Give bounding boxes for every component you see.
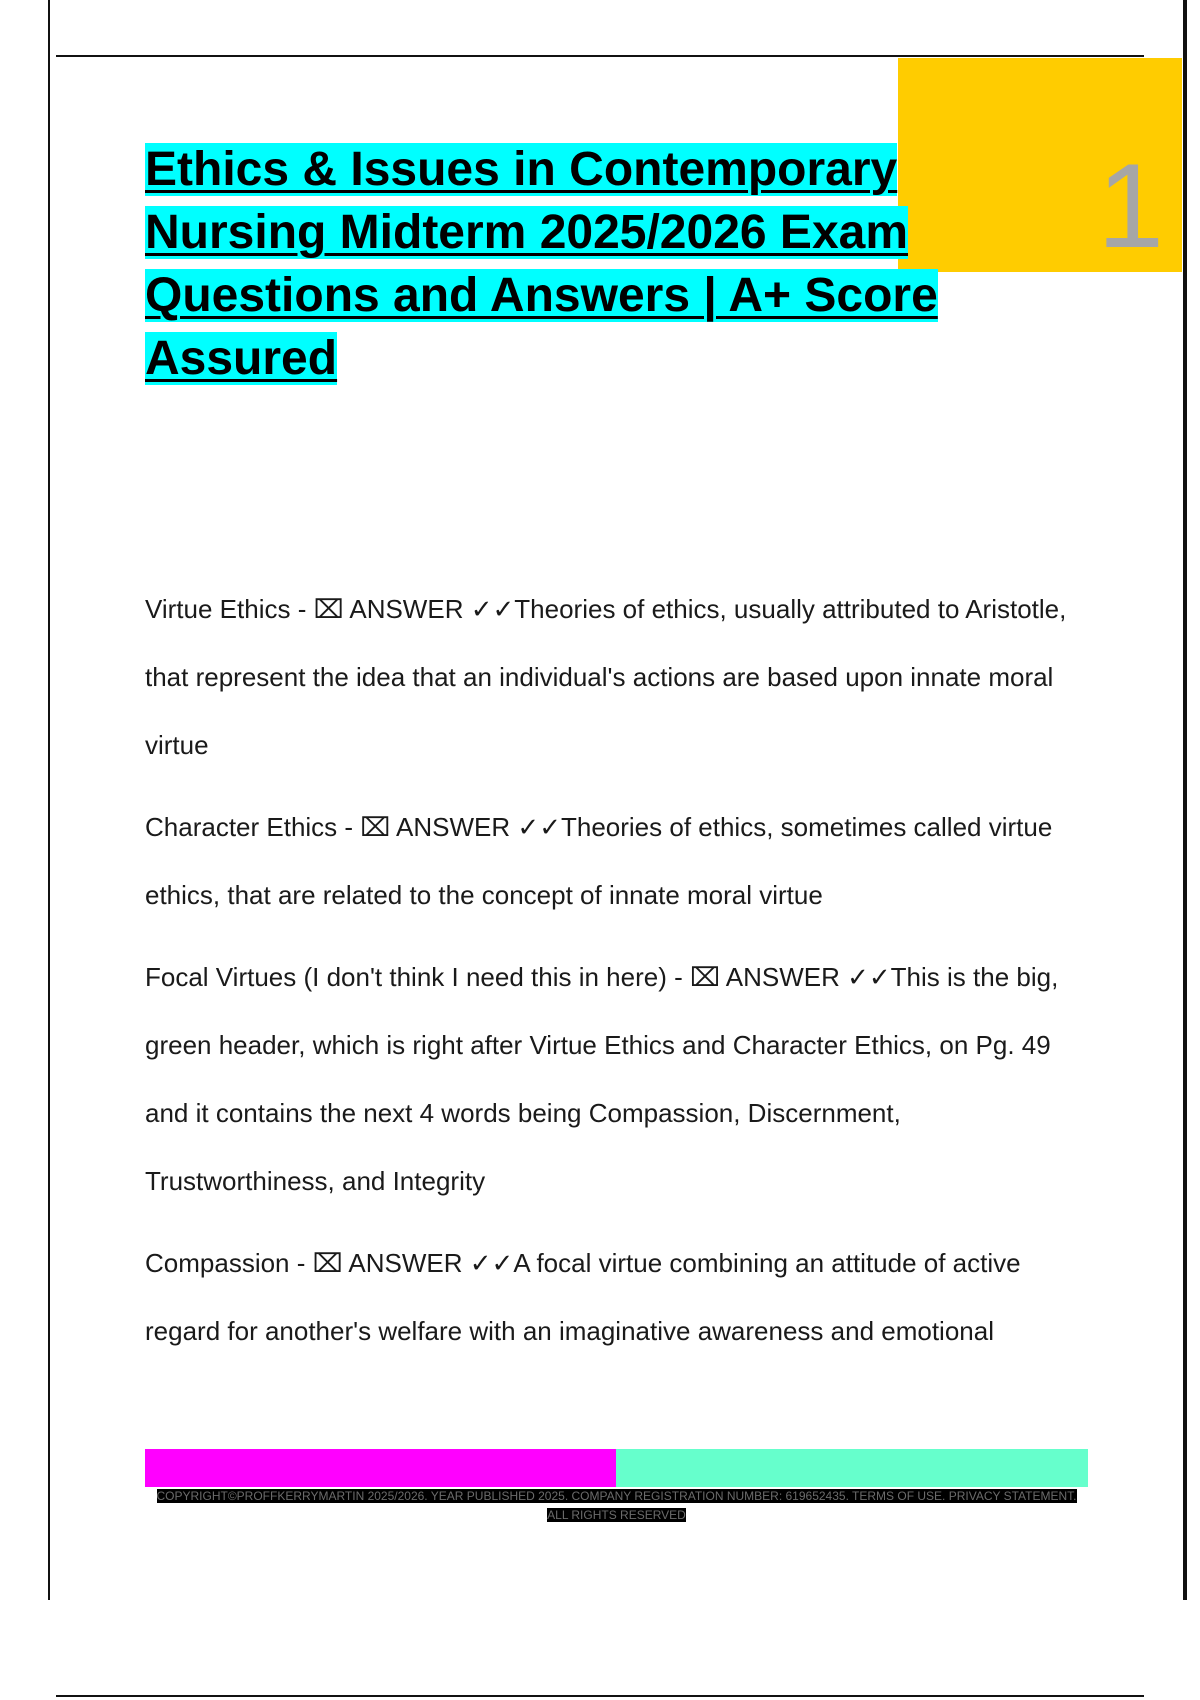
- copyright-text: COPYRIGHT©PROFFKERRYMARTIN 2025/2026. YEAR PUBLISHED 2025. COMPANY REGISTRATION NUMBER: 619652435. TERMS OF USE. PRIVACY STATEMENT. ALL RIGHTS RESERVED: [156, 1489, 1077, 1522]
- page-left-border: [48, 0, 50, 1600]
- qa-entry: [145, 575, 1095, 779]
- entry-definition: This is the big, green header, which is right after Virtue Ethics and Character Ethics, on Pg. 49 and it contains the next 4 words being Compassion, Discernment, Trustworthiness, and Integrity: [145, 962, 1059, 1196]
- bottom-rule: [56, 1695, 1144, 1697]
- footer-color-bar: [145, 1449, 1088, 1487]
- entry-separator: -: [290, 594, 314, 624]
- answer-marker-icon: ⌧: [312, 1248, 343, 1278]
- footer-bar-mint: [616, 1449, 1088, 1487]
- qa-entry: [145, 1229, 1095, 1365]
- page-number: 1: [1097, 139, 1164, 273]
- page-right-border: [1183, 0, 1187, 1600]
- entry-answer-label: ANSWER: [390, 812, 518, 842]
- entry-answer-label: ANSWER: [719, 962, 848, 992]
- qa-entries: [145, 575, 1095, 1379]
- document-title: [145, 138, 965, 390]
- checkmark-icon: ✓✓: [517, 812, 561, 842]
- document-title-text: Ethics & Issues in Contemporary Nursing Midterm 2025/2026 Exam Questions and Answers | A+ Score Assured: [145, 143, 938, 385]
- footer-bar-magenta: [145, 1449, 616, 1487]
- entry-definition: Theories of ethics, usually attributed to Aristotle, that represent the idea that an individual's actions are based upon innate moral virtue: [145, 594, 1067, 760]
- qa-entry: [145, 943, 1095, 1215]
- answer-marker-icon: ⌧: [360, 812, 391, 842]
- entry-separator: -: [337, 812, 361, 842]
- entry-term: Compassion: [145, 1248, 290, 1278]
- answer-marker-icon: ⌧: [689, 962, 720, 992]
- entry-term: Focal Virtues (I don't think I need this in here): [145, 962, 667, 992]
- checkmark-icon: ✓✓: [470, 594, 515, 624]
- copyright-notice: [150, 1487, 1083, 1525]
- entry-term: Character Ethics: [145, 812, 338, 842]
- entry-definition: Theories of ethics, sometimes called virtue ethics, that are related to the concept of innate moral virtue: [145, 812, 1053, 910]
- entry-answer-label: ANSWER: [342, 1248, 470, 1278]
- qa-entry: [145, 793, 1095, 929]
- checkmark-icon: ✓✓: [847, 962, 891, 992]
- entry-term: Virtue Ethics: [145, 594, 291, 624]
- top-rule: [56, 55, 1144, 57]
- entry-definition: A focal virtue combining an attitude of active regard for another's welfare with an imaginative awareness and emotional: [145, 1248, 1021, 1346]
- entry-answer-label: ANSWER: [343, 594, 471, 624]
- checkmark-icon: ✓✓: [469, 1248, 514, 1278]
- entry-separator: -: [666, 962, 690, 992]
- answer-marker-icon: ⌧: [313, 594, 344, 624]
- entry-separator: -: [289, 1248, 313, 1278]
